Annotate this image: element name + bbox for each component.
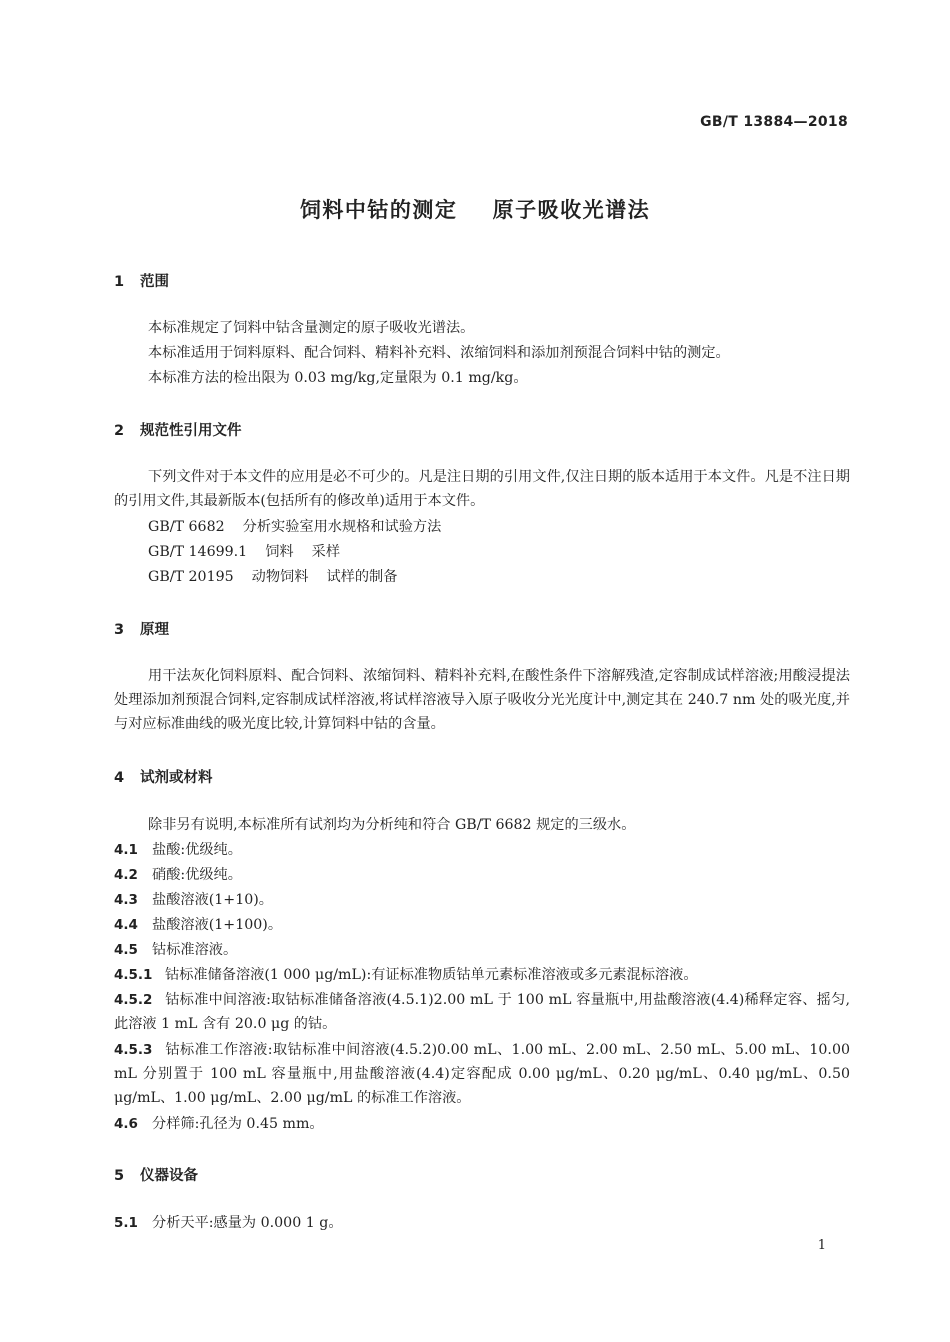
document-title: 饲料中钴的测定 原子吸收光谱法 bbox=[299, 198, 651, 222]
section-3-heading bbox=[114, 618, 169, 639]
item-number: 4.3 bbox=[114, 892, 138, 908]
item-text: 钴标准中间溶液:取钴标准储备溶液(4.5.1)2.00 mL 于 100 mL 容量瓶中,用盐酸溶液(4.4)稀释定容、摇匀,此溶液 1 mL 含有 20.0 μg 的钴。 bbox=[114, 992, 850, 1032]
principle-paragraph: 用干法灰化饲料原料、配合饲料、浓缩饲料、精料补充料,在酸性条件下溶解残渣,定容制成试样溶液;用酸浸提法处理添加剂预混合饲料,定容制成试样溶液,将试样溶液导入原子吸收分光光度计中,测定其在 240.7 nm 处的吸光度,并与对应标准曲线的吸光度比较,计算饲料中钴的含量。 bbox=[114, 668, 850, 732]
section-number: 1 bbox=[114, 274, 125, 290]
item-number: 4.1 bbox=[114, 842, 138, 858]
list-item bbox=[114, 988, 850, 1036]
item-number: 4.4 bbox=[114, 917, 138, 933]
standard-code: GB/T 13884—2018 bbox=[700, 114, 848, 130]
item-text: 硝酸:优级纯。 bbox=[152, 867, 242, 883]
item-number: 4.2 bbox=[114, 867, 138, 883]
section-1-heading bbox=[114, 270, 169, 291]
item-number: 4.5.3 bbox=[114, 1042, 153, 1058]
section-2-heading bbox=[114, 419, 242, 440]
reference-item: GB/T 20195 动物饲料 试样的制备 bbox=[148, 569, 398, 585]
scope-line-2: 本标准适用于饲料原料、配合饲料、精料补充料、浓缩饲料和添加剂预混合饲料中钴的测定。 bbox=[148, 345, 730, 361]
scope-line-3: 本标准方法的检出限为 0.03 mg/kg,定量限为 0.1 mg/kg。 bbox=[148, 370, 528, 386]
list-item bbox=[114, 838, 850, 862]
reference-item: GB/T 6682 分析实验室用水规格和试验方法 bbox=[148, 519, 442, 535]
reference-item: GB/T 14699.1 饲料 采样 bbox=[148, 544, 341, 560]
list-item bbox=[114, 863, 850, 887]
section-title: 范围 bbox=[140, 274, 169, 290]
section-title: 试剂或材料 bbox=[140, 770, 213, 786]
list-item bbox=[114, 913, 850, 937]
item-text: 钴标准工作溶液:取钴标准中间溶液(4.5.2)0.00 mL、1.00 mL、2.00 mL、2.50 mL、5.00 mL、10.00 mL 分别置于 100 mL 容量瓶中,用盐酸溶液(4.4)定容配成 0.00 μg/mL、0.20 μg/mL、0.40 μg/mL、0.50 μg/mL、1.00 μg/mL、2.00 μg/mL 的标准工作溶液。 bbox=[114, 1042, 850, 1106]
section-4-heading bbox=[114, 766, 213, 787]
item-number: 4.5 bbox=[114, 942, 138, 958]
section-5-heading bbox=[114, 1164, 198, 1185]
section-number: 5 bbox=[114, 1168, 125, 1184]
section-title: 规范性引用文件 bbox=[140, 423, 242, 439]
section-number: 3 bbox=[114, 622, 125, 638]
item-text: 钴标准储备溶液(1 000 μg/mL):有证标准物质钴单元素标准溶液或多元素混标溶液。 bbox=[165, 967, 698, 983]
scope-line-1: 本标准规定了饲料中钴含量测定的原子吸收光谱法。 bbox=[148, 320, 475, 336]
item-number: 4.5.1 bbox=[114, 967, 153, 983]
section-title: 原理 bbox=[140, 622, 169, 638]
item-text: 分样筛:孔径为 0.45 mm。 bbox=[152, 1116, 324, 1132]
references-intro: 下列文件对于本文件的应用是必不可少的。凡是注日期的引用文件,仅注日期的版本适用于本文件。凡是不注日期的引用文件,其最新版本(包括所有的修改单)适用于本文件。 bbox=[114, 469, 850, 509]
item-text: 盐酸溶液(1+100)。 bbox=[152, 917, 283, 933]
list-item bbox=[114, 938, 850, 962]
item-text: 盐酸溶液(1+10)。 bbox=[152, 892, 273, 908]
item-number: 4.5.2 bbox=[114, 992, 153, 1008]
list-item bbox=[114, 888, 850, 912]
list-item bbox=[114, 1112, 850, 1136]
list-item bbox=[114, 1211, 850, 1235]
item-text: 钴标准溶液。 bbox=[152, 942, 238, 958]
page-number: 1 bbox=[817, 1238, 826, 1253]
reagents-intro: 除非另有说明,本标准所有试剂均为分析纯和符合 GB/T 6682 规定的三级水。 bbox=[148, 817, 636, 833]
section-number: 2 bbox=[114, 423, 125, 439]
item-number: 4.6 bbox=[114, 1116, 138, 1132]
item-text: 分析天平:感量为 0.000 1 g。 bbox=[152, 1215, 343, 1231]
list-item bbox=[114, 963, 850, 987]
item-text: 盐酸:优级纯。 bbox=[152, 842, 242, 858]
item-number: 5.1 bbox=[114, 1215, 138, 1231]
list-item bbox=[114, 1038, 850, 1110]
section-title: 仪器设备 bbox=[140, 1168, 198, 1184]
section-number: 4 bbox=[114, 770, 125, 786]
